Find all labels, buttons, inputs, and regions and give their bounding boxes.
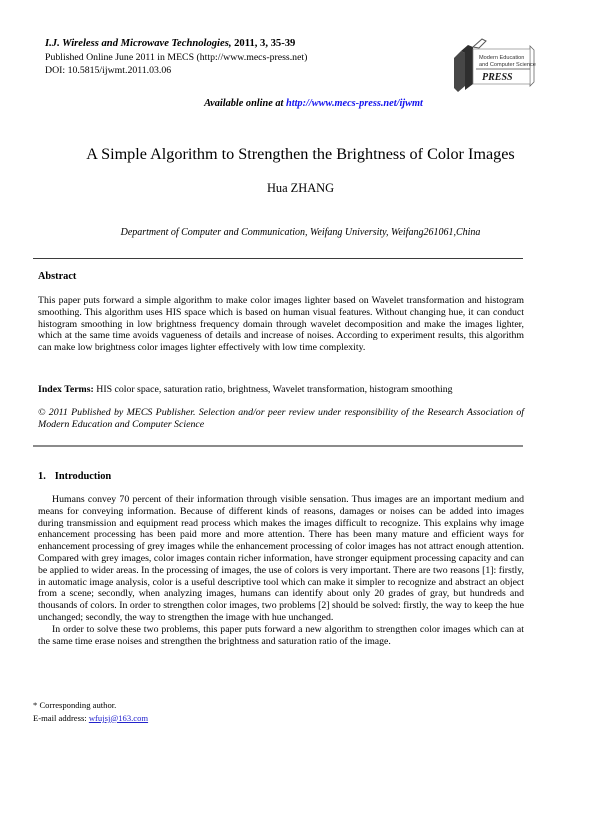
email-label: E-mail address: xyxy=(33,712,89,723)
top-divider xyxy=(33,258,523,259)
email-line xyxy=(33,712,148,725)
index-terms-text: HIS color space, saturation ratio, brightness, Wavelet transformation, histogram smoothing xyxy=(93,384,453,395)
corresponding-author-note: * Corresponding author. xyxy=(33,700,117,710)
introduction-heading xyxy=(38,471,111,482)
available-online-line xyxy=(45,98,527,109)
index-terms-label: Index Terms: xyxy=(38,384,94,395)
bottom-divider xyxy=(33,445,523,447)
author-affiliation: Department of Computer and Communication, Weifang University, Weifang261061,China xyxy=(120,227,481,238)
index-terms-line xyxy=(38,384,524,396)
abstract-body: This paper puts forward a simple algorithm to make color images lighter based on Wavelet transformation and histogram smoothing. This algorithm uses HIS space which is based on human visual features. Without changing hue, it can conduct histogram smoothing in low brightness frequency domain through wavelet decomposition and make the images lighter, which at the same time avoids vagueness of details and increase of noises. According to experiment results, this algorithm can make low brightness color images lighter effectively with low time complexity. xyxy=(38,295,524,354)
logo-press-text: PRESS xyxy=(482,72,513,83)
copyright-notice: © 2011 Published by MECS Publisher. Selection and/or peer review under responsibility of the Research Association of Modern Education and Computer Science xyxy=(38,407,524,431)
section-number: 1. xyxy=(38,471,46,482)
introduction-paragraph-2: In order to solve these two problems, this paper puts forward a new algorithm to strengthen color images which can at the same time erase noises and strengthen the brightness and saturation ratio of the image. xyxy=(38,623,524,647)
logo-text-line2: and Computer Science xyxy=(479,62,536,68)
email-link[interactable]: wfujsj@163.com xyxy=(88,712,149,723)
introduction-body xyxy=(38,494,524,647)
footnote xyxy=(33,699,148,724)
introduction-paragraph-1: Humans convey 70 percent of their information through visible sensation. Thus images are an important medium and means for conveying information. Because of different kinds of reasons, damages or noises can be added into images during transmission and equipment read process which makes the images difficult to recognize. This explains why image enhancement processing has been paid more and more attention. There has been many mature and efficient ways for enhancement processing of grey images while the enhancement processing of color images has not attract enough attention. Compared with grey images, color images contain richer information, have stronger equipment processing capacity and can be applied to wider areas. In the processing of images, the use of colors is very important. There are two reasons [1]: firstly, in automatic image analysis, color is a useful descriptive tool which can make it simpler to recognize and abstract an object from a scene; secondly, when analyzing images, humans can identify about only 20 grades of gray, but hundreds and thousands of colors. In order to strengthen color images, two problems [2] should be solved: firstly, the way to keep the hue unchanged; secondly, the way to strengthen the image with hue unchanged. xyxy=(38,494,524,623)
section-title: Introduction xyxy=(54,471,112,482)
abstract-heading: Abstract xyxy=(38,271,77,282)
doi-line: DOI: 10.5815/ijwmt.2011.03.06 xyxy=(45,65,172,76)
journal-name: I.J. Wireless and Microwave Technologies, xyxy=(45,38,232,49)
available-online-prefix: Available online at xyxy=(204,98,286,109)
journal-header xyxy=(45,37,445,78)
available-online-url-link[interactable]: http://www.mecs-press.net/ijwmt xyxy=(285,98,423,109)
books-icon xyxy=(446,36,538,98)
journal-issue: 2011, 3, 35-39 xyxy=(231,38,296,49)
author-name: Hua ZHANG xyxy=(266,181,335,195)
journal-citation xyxy=(45,37,445,51)
mecs-press-logo xyxy=(446,36,538,98)
published-line: Published Online June 2011 in MECS (http://www.mecs-press.net) xyxy=(45,51,308,63)
paper-title: A Simple Algorithm to Strengthen the Brightness of Color Images xyxy=(86,145,515,163)
logo-text-line1: Modern Education xyxy=(479,55,525,61)
